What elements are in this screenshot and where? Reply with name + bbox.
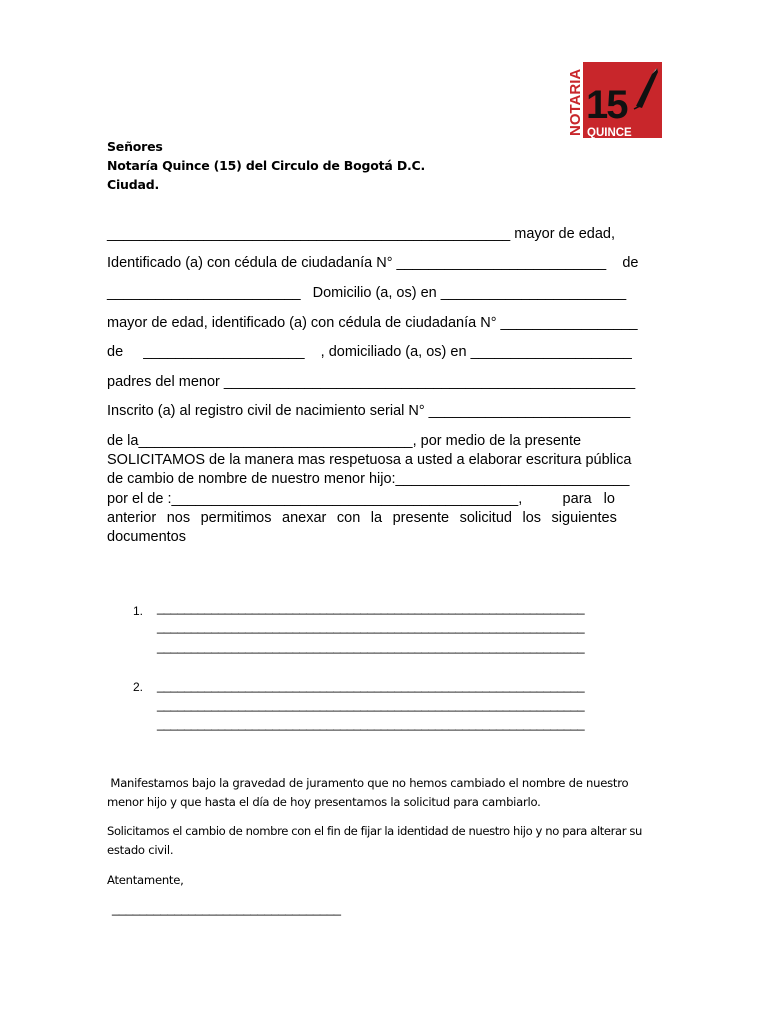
document-item-line[interactable]: _______________________________________________________________ xyxy=(157,716,585,731)
request-line-5: anterior nos permitimos anexar con la presente solicitud los siguientes xyxy=(107,510,617,526)
document-item-line[interactable]: _______________________________________________________________ xyxy=(157,639,585,654)
heading-recipient: Señores xyxy=(107,139,163,154)
notaria-logo-graphic xyxy=(566,62,662,138)
request-line-6: documentos xyxy=(107,529,186,545)
request-line-2: SOLICITAMOS de la manera mas respetuosa a usted a elaborar escritura pública xyxy=(107,452,632,468)
document-item-number: 2. xyxy=(133,680,144,694)
form-line-1[interactable]: __________________________________________________ mayor de edad, xyxy=(107,226,615,242)
form-line-5[interactable]: de ____________________ , domiciliado (a, os) en ____________________ xyxy=(107,344,632,360)
form-line-7[interactable]: Inscrito (a) al registro civil de nacimiento serial N° _________________________ xyxy=(107,403,631,419)
request-line-1[interactable]: de la__________________________________, por medio de la presente xyxy=(107,433,582,449)
request-line-4[interactable]: por el de :___________________________________________, para lo xyxy=(107,491,615,507)
sign-off: Atentamente, xyxy=(107,873,184,887)
purpose-paragraph-line-2: estado civil. xyxy=(107,843,174,857)
form-line-4[interactable]: mayor de edad, identificado (a) con cédula de ciudadanía N° _________________ xyxy=(107,315,638,331)
document-item-line[interactable]: _______________________________________________________________ xyxy=(157,619,585,634)
heading-notary: Notaría Quince (15) del Circulo de Bogotá D.C. xyxy=(107,158,426,173)
heading-city: Ciudad. xyxy=(107,177,160,192)
form-line-6[interactable]: padres del menor ___________________________________________________ xyxy=(107,374,636,390)
logo-bottom-text: QUINCE xyxy=(587,127,632,138)
form-line-2[interactable]: Identificado (a) con cédula de ciudadanía N° __________________________ de xyxy=(107,255,639,271)
document-item-number: 1. xyxy=(133,604,144,618)
document-item-line[interactable]: _______________________________________________________________ xyxy=(157,678,585,693)
form-line-3[interactable]: ________________________ Domicilio (a, os) en _______________________ xyxy=(107,285,627,301)
letter-heading xyxy=(107,137,425,194)
document-item-line[interactable]: _______________________________________________________________ xyxy=(157,600,585,615)
document-item-line[interactable]: _______________________________________________________________ xyxy=(157,697,585,712)
oath-paragraph-line-1: Manifestamos bajo la gravedad de juramento que no hemos cambiado el nombre de nuestro xyxy=(107,776,629,790)
request-line-3[interactable]: de cambio de nombre de nuestro menor hijo:_____________________________ xyxy=(107,471,630,487)
oath-paragraph-line-2: menor hijo y que hasta el día de hoy presentamos la solicitud para cambiarlo. xyxy=(107,795,541,809)
logo-number: 15 xyxy=(586,83,627,127)
logo-vertical-text: NOTARIA xyxy=(567,68,584,136)
purpose-paragraph-line-1: Solicitamos el cambio de nombre con el fin de fijar la identidad de nuestro hijo y no para alterar su xyxy=(107,824,642,838)
signature-line[interactable]: _________________________________ xyxy=(112,901,341,916)
notaria-logo xyxy=(566,62,662,138)
